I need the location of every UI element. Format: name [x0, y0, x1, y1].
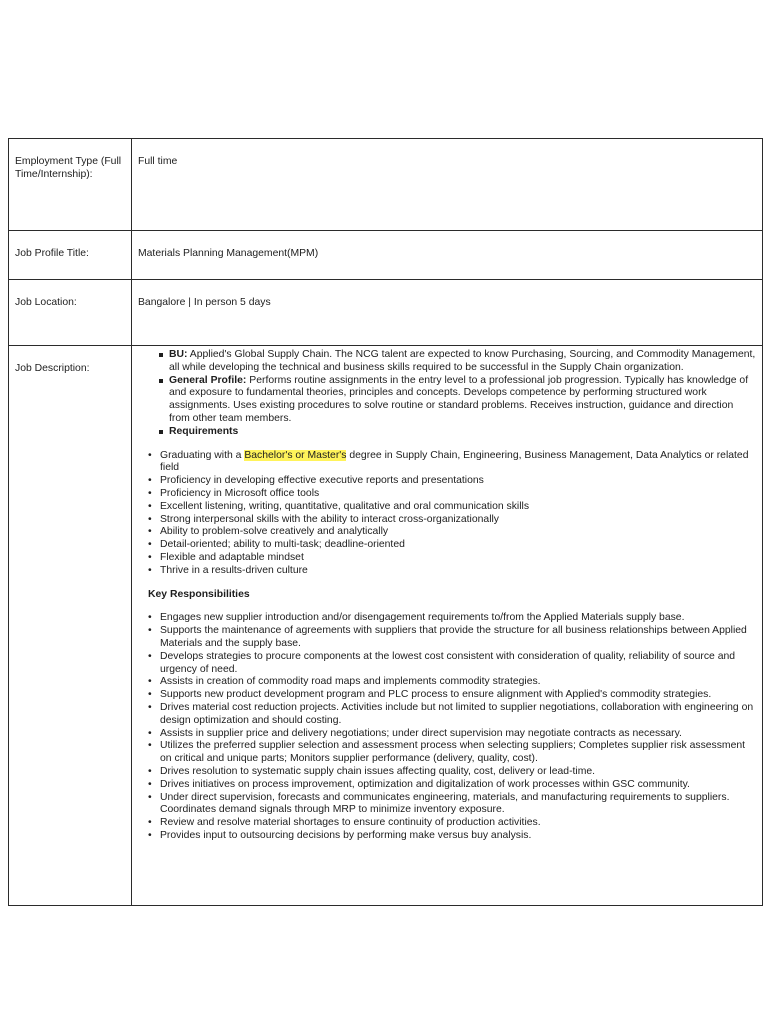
bu-item	[142, 349, 756, 375]
list-item: • Proficiency in Microsoft office tools	[142, 488, 756, 501]
list-item: • Strong interpersonal skills with the ability to interact cross-organizationally	[142, 514, 756, 527]
general-profile-text: Performs routine assignments in the entry level to a professional job progression. Typically has knowledge of and exposure to fundamental theories, principles and concepts. Develops competence by performing structured work assignments. Uses existing procedures to solve routine or standard problems. Receives instruction, guidance and direction from other team members.	[169, 374, 749, 424]
list-item: • Provides input to outsourcing decisions by performing make versus buy analysis.	[142, 830, 756, 843]
responsibilities-list	[142, 612, 756, 842]
overview-list	[142, 349, 756, 439]
list-item: • Detail-oriented; ability to multi-task; deadline-oriented	[142, 539, 756, 552]
list-item: • Proficiency in developing effective executive reports and presentations	[142, 475, 756, 488]
list-item: • Assists in creation of commodity road maps and implements commodity strategies.	[142, 676, 756, 689]
bu-label: BU:	[169, 349, 188, 360]
list-item: • Drives initiatives on process improvement, optimization and digitalization of work processes within GSC community.	[142, 779, 756, 792]
list-item: • Thrive in a results-driven culture	[142, 565, 756, 578]
requirements-item	[142, 426, 756, 439]
list-item: • Supports the maintenance of agreements with suppliers that provide the structure for all business relationships between Applied Materials and the supply base.	[142, 625, 756, 651]
job-profile-title-value: Materials Planning Management(MPM)	[132, 231, 763, 280]
general-profile-item	[142, 375, 756, 426]
job-description-label: Job Description:	[9, 346, 132, 906]
bu-text: Applied's Global Supply Chain. The NCG talent are expected to know Purchasing, Sourcing, and Commodity Management, all while developing the technical and business skills required to be successful in the Supply Chain organization.	[169, 349, 756, 373]
degree-highlight: Bachelor's or Master's	[244, 449, 347, 461]
employment-type-row	[9, 139, 763, 231]
list-item: • Under direct supervision, forecasts and communicates engineering, materials, and manufacturing requirements to suppliers. Coordinates demand signals through MRP to minimize inventory exposure.	[142, 792, 756, 818]
list-item: • Assists in supplier price and delivery negotiations; under direct supervision may negotiate contracts as necessary.	[142, 728, 756, 741]
requirements-list	[142, 450, 756, 578]
list-item: • Ability to problem-solve creatively and analytically	[142, 526, 756, 539]
general-profile-label: General Profile:	[169, 374, 247, 386]
job-description-row	[9, 346, 763, 906]
req-first-post: degree in Supply Chain, Engineering, Business Management, Data Analytics or related field	[160, 449, 749, 474]
job-location-label: Job Location:	[9, 280, 132, 346]
list-item: • Review and resolve material shortages to ensure continuity of production activities.	[142, 817, 756, 830]
list-item: • Utilizes the preferred supplier selection and assessment process when selecting suppliers; Completes supplier risk assessment on critical and unique parts; Monitors supplier performance (delivery, quality, cost).	[142, 740, 756, 766]
req-first-pre: Graduating with a	[160, 449, 245, 461]
job-location-row	[9, 280, 763, 346]
job-profile-title-label: Job Profile Title:	[9, 231, 132, 280]
list-item: • Develops strategies to procure components at the lowest cost consistent with consideration of quality, reliability of source and urgency of need.	[142, 651, 756, 677]
list-item: • Excellent listening, writing, quantitative, qualitative and oral communication skills	[142, 501, 756, 514]
key-responsibilities-heading: Key Responsibilities	[148, 588, 250, 600]
list-item: • Engages new supplier introduction and/or disengagement requirements to/from the Applied Materials supply base.	[142, 612, 756, 625]
job-location-value: Bangalore | In person 5 days	[132, 280, 763, 346]
job-details-table	[8, 138, 763, 906]
requirement-item	[142, 450, 756, 476]
list-item: • Drives material cost reduction projects. Activities include but not limited to supplier negotiations, collaboration with engineering on design optimization and should costing.	[142, 702, 756, 728]
list-item: • Supports new product development program and PLC process to ensure alignment with Applied's commodity strategies.	[142, 689, 756, 702]
requirements-label: Requirements	[169, 425, 239, 437]
list-item: • Flexible and adaptable mindset	[142, 552, 756, 565]
employment-type-label: Employment Type (Full Time/Internship):	[9, 139, 132, 231]
list-item: • Drives resolution to systematic supply chain issues affecting quality, cost, delivery or lead-time.	[142, 766, 756, 779]
employment-type-value: Full time	[132, 139, 763, 231]
job-profile-title-row	[9, 231, 763, 280]
job-description-content	[132, 346, 763, 906]
